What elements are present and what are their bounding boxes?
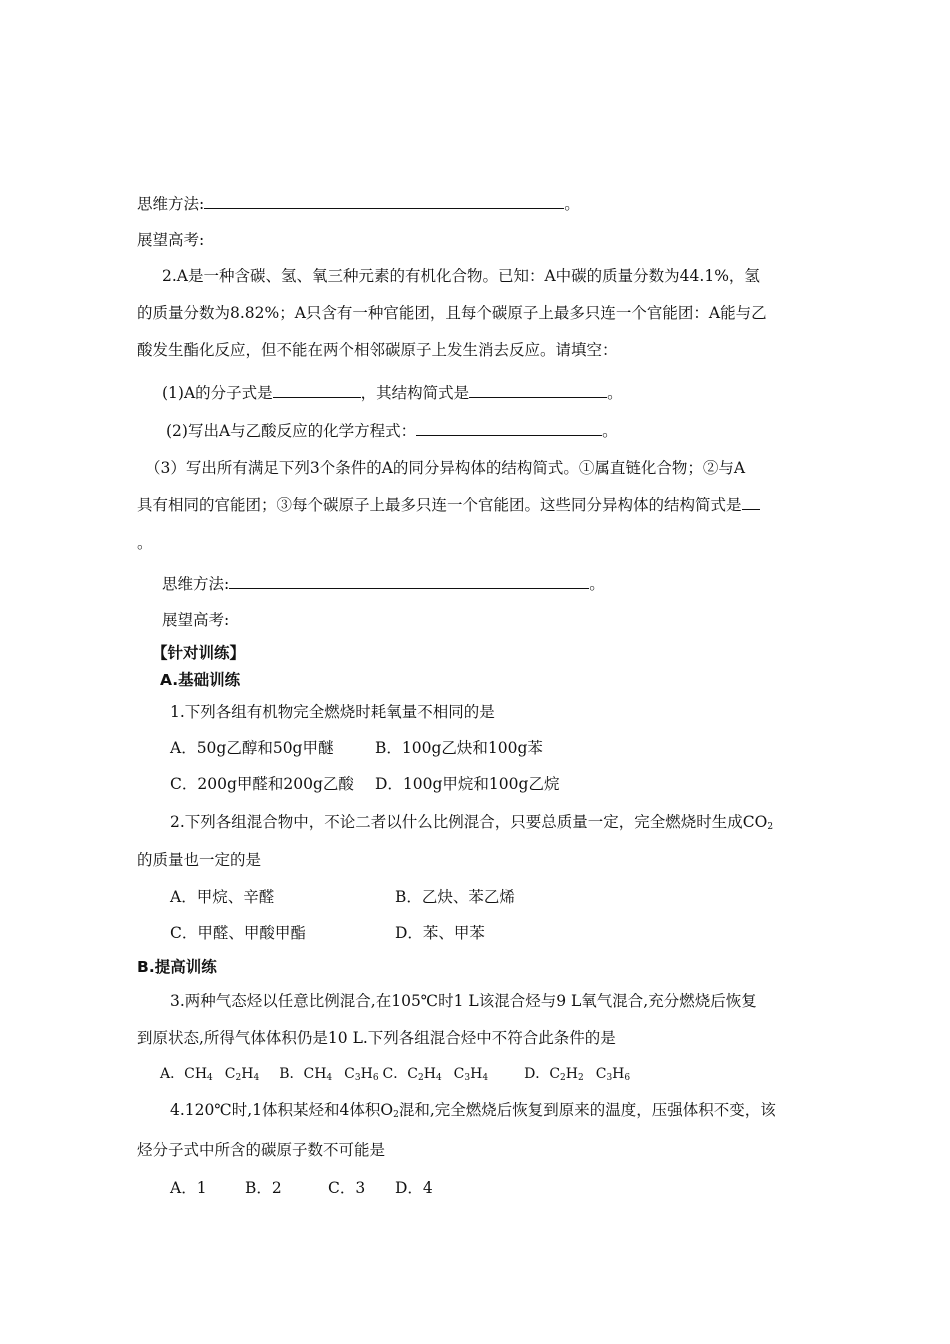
b2-option-a: A．甲烷、辛醛 xyxy=(170,888,275,906)
subscript: 4 xyxy=(253,1073,260,1083)
method-line-1 xyxy=(137,194,580,214)
a3-option-a-label: A． xyxy=(160,1066,185,1082)
q2-sub3-line3: 。 xyxy=(137,534,153,552)
subscript: 4 xyxy=(435,1073,442,1083)
end-mark: 。 xyxy=(564,195,580,213)
subscript: 2 xyxy=(560,1073,566,1083)
b1-option-c: C．200g甲醛和200g乙酸 xyxy=(170,775,354,793)
q2-stem-line2: 的质量分数为8.82%；A只含有一种官能团，且每个碳原子上最多只连一个官能团：A能与乙 xyxy=(137,304,767,322)
method-label: 思维方法: xyxy=(137,195,205,213)
end-mark: 。 xyxy=(607,384,623,402)
formula: H xyxy=(241,1066,254,1082)
subscript: 3 xyxy=(606,1073,613,1083)
formula: H xyxy=(360,1066,373,1082)
formula: CH xyxy=(303,1066,327,1082)
subscript: 4 xyxy=(207,1073,213,1083)
a3-stem-line2: 到原状态,所得气体体积仍是10 L.下列各组混合烃中不符合此条件的是 xyxy=(137,1029,616,1047)
a4-stem-line1 xyxy=(170,1100,776,1120)
isomer-blank[interactable] xyxy=(742,495,760,510)
subscript: 2 xyxy=(767,822,774,832)
training-heading: 【针对训练】 xyxy=(152,644,246,662)
a4-option-b: B．2 xyxy=(245,1179,282,1197)
b1-option-d: D．100g甲烷和100g乙烷 xyxy=(375,775,560,793)
subscript: 2 xyxy=(393,1110,399,1120)
formula-blank[interactable] xyxy=(273,383,361,398)
subscript: 3 xyxy=(354,1073,361,1083)
q2-sub3-line2 xyxy=(137,495,760,515)
formula: CH xyxy=(184,1066,208,1082)
a4-stem-text-b: 混和,完全燃烧后恢复到原来的温度，压强体积不变，该 xyxy=(398,1101,776,1119)
a3-options xyxy=(160,1064,630,1084)
q2-stem-line1: 2.A是一种含碳、氢、氧三种元素的有机化合物。已知：A中碳的质量分数为44.1%，氢 xyxy=(162,267,760,285)
formula: H xyxy=(612,1066,625,1082)
b2-option-b: B．乙炔、苯乙烯 xyxy=(395,888,515,906)
a3-option-c-label: C． xyxy=(382,1066,408,1082)
a3-option-b-label: B． xyxy=(279,1066,304,1082)
subscript: 2 xyxy=(235,1073,242,1083)
b2-stem-line1 xyxy=(170,812,773,832)
subscript: 4 xyxy=(482,1073,489,1083)
outlook-label-1: 展望高考: xyxy=(137,231,205,249)
b1-stem: 1.下列各组有机物完全燃烧时耗氧量不相同的是 xyxy=(170,703,495,721)
end-mark: 。 xyxy=(589,575,605,593)
b1-option-a: A．50g乙醇和50g甲醚 xyxy=(170,739,334,757)
a4-option-a: A．1 xyxy=(170,1179,207,1197)
basic-training-heading: A.基础训练 xyxy=(160,671,241,689)
formula: H xyxy=(470,1066,483,1082)
a3-option-d-label: D． xyxy=(524,1066,550,1082)
formula: C xyxy=(595,1066,607,1082)
equation-blank[interactable] xyxy=(416,421,602,436)
method-answer-blank[interactable] xyxy=(229,574,589,589)
formula: C xyxy=(344,1066,355,1082)
subscript: 6 xyxy=(372,1073,379,1083)
subscript: 4 xyxy=(326,1073,333,1083)
structure-blank[interactable] xyxy=(469,383,607,398)
formula: H xyxy=(423,1066,436,1082)
subscript: 6 xyxy=(624,1073,631,1083)
a4-stem-text-a: 4.120℃时,1体积某烃和4体积O xyxy=(170,1101,394,1119)
a3-stem-line1: 3.两种气态烃以任意比例混合,在105℃时1 L该混合烃与9 L氧气混合,充分燃烧后恢复 xyxy=(170,992,757,1010)
q2-sub2 xyxy=(166,421,618,441)
a4-option-c: C．3 xyxy=(328,1179,366,1197)
b2-option-d: D．苯、甲苯 xyxy=(395,924,485,942)
subscript: 2 xyxy=(577,1073,584,1083)
advanced-training-heading: B.提高训练 xyxy=(137,958,217,976)
q2-stem-line3: 酸发生酯化反应，但不能在两个相邻碳原子上发生消去反应。请填空： xyxy=(137,341,618,359)
method-label: 思维方法: xyxy=(162,575,230,593)
b1-option-b: B．100g乙炔和100g苯 xyxy=(375,739,543,757)
b2-stem-text: 2.下列各组混合物中，不论二者以什么比例混合，只要总质量一定，完全燃烧时生成CO xyxy=(170,813,768,831)
q2-sub2-text: (2)写出A与乙酸反应的化学方程式： xyxy=(166,422,417,440)
a4-stem-line2: 烃分子式中所含的碳原子数不可能是 xyxy=(137,1141,386,1159)
b2-stem-line2: 的质量也一定的是 xyxy=(137,851,262,869)
q2-sub1-text-b: ，其结构简式是 xyxy=(360,384,470,402)
formula: H xyxy=(565,1066,578,1082)
q2-sub3-text: 具有相同的官能团；③每个碳原子上最多只连一个官能团。这些同分异构体的结构简式是 xyxy=(137,496,742,514)
outlook-label-2: 展望高考: xyxy=(162,611,230,629)
q2-sub3-line1: （3）写出所有满足下列3个条件的A的同分异构体的结构简式。①属直链化合物；②与A xyxy=(145,459,746,477)
subscript: 3 xyxy=(464,1073,471,1083)
b2-option-c: C．甲醛、甲酸甲酯 xyxy=(170,924,306,942)
method-answer-blank[interactable] xyxy=(204,194,564,209)
end-mark: 。 xyxy=(602,422,618,440)
method-line-2 xyxy=(162,574,605,594)
formula: C xyxy=(453,1066,465,1082)
q2-sub1 xyxy=(162,383,623,403)
a4-option-d: D．4 xyxy=(395,1179,433,1197)
formula: C xyxy=(224,1066,236,1082)
formula: C xyxy=(549,1066,561,1082)
formula: C xyxy=(407,1066,418,1082)
subscript: 2 xyxy=(417,1073,424,1083)
q2-sub1-text-a: (1)A的分子式是 xyxy=(162,384,273,402)
